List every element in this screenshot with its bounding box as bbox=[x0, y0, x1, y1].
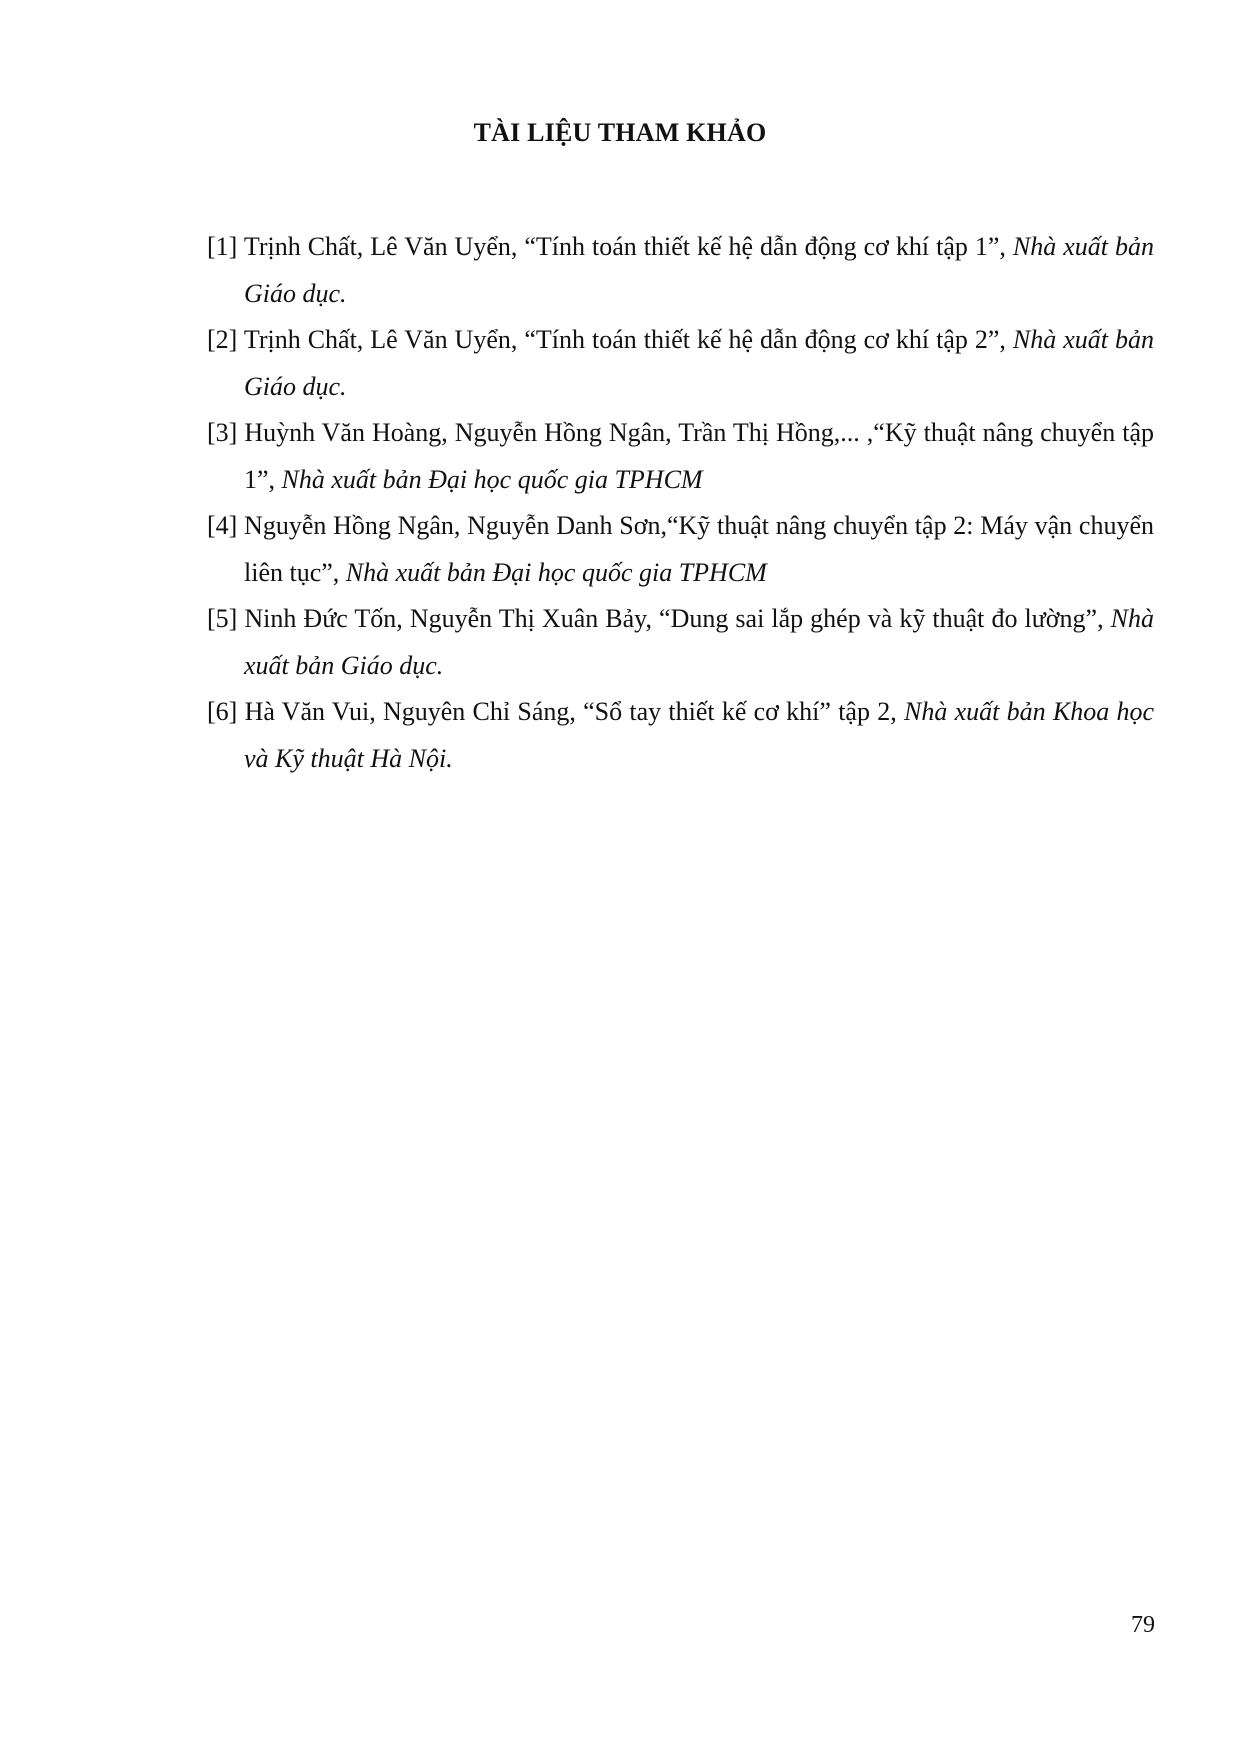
reference-publisher: Nhà xuất bản Đại học quốc gia TPHCM bbox=[345, 557, 767, 587]
reference-number: [3] bbox=[207, 418, 238, 447]
page-number: 79 bbox=[1131, 1612, 1155, 1638]
reference-number: [1] bbox=[207, 232, 238, 261]
reference-text: Trịnh Chất, Lê Văn Uyển, “Tính toán thiết kế hệ dẫn động cơ khí tập 1”, bbox=[237, 232, 1013, 261]
reference-text: Hà Văn Vui, Nguyên Chỉ Sáng, “Sổ tay thiết kế cơ khí” tập 2, bbox=[237, 697, 904, 726]
references-title: TÀI LIỆU THAM KHẢO bbox=[473, 118, 767, 147]
reference-publisher: Nhà xuất bản Giáo dục. bbox=[244, 325, 1154, 401]
reference-item bbox=[207, 224, 1154, 317]
reference-publisher: Nhà xuất bản Giáo dục. bbox=[244, 604, 1154, 680]
reference-item bbox=[207, 689, 1154, 782]
reference-item bbox=[207, 596, 1154, 689]
reference-item bbox=[207, 317, 1154, 410]
reference-publisher: Nhà xuất bản Đại học quốc gia TPHCM bbox=[281, 464, 703, 494]
reference-publisher: Nhà xuất bản Giáo dục. bbox=[244, 232, 1154, 308]
reference-publisher: Nhà xuất bản Khoa học và Kỹ thuật Hà Nội. bbox=[244, 697, 1154, 773]
reference-text: Huỳnh Văn Hoàng, Nguyễn Hồng Ngân, Trần Thị Hồng,... ,“Kỹ thuật nâng chuyển tập 1”, bbox=[237, 418, 1154, 494]
reference-item bbox=[207, 410, 1154, 503]
reference-item bbox=[207, 503, 1154, 596]
reference-number: [5] bbox=[207, 604, 238, 633]
reference-number: [2] bbox=[207, 325, 238, 354]
reference-text: Ninh Đức Tốn, Nguyễn Thị Xuân Bảy, “Dung sai lắp ghép và kỹ thuật đo lường”, bbox=[237, 604, 1111, 633]
reference-text: Trịnh Chất, Lê Văn Uyển, “Tính toán thiết kế hệ dẫn động cơ khí tập 2”, bbox=[237, 325, 1013, 354]
reference-number: [4] bbox=[207, 511, 238, 540]
reference-text: Nguyễn Hồng Ngân, Nguyễn Danh Sơn,“Kỹ thuật nâng chuyển tập 2: Máy vận chuyển liên tục”, bbox=[237, 511, 1154, 587]
reference-list bbox=[207, 224, 1154, 782]
reference-number: [6] bbox=[207, 697, 238, 726]
